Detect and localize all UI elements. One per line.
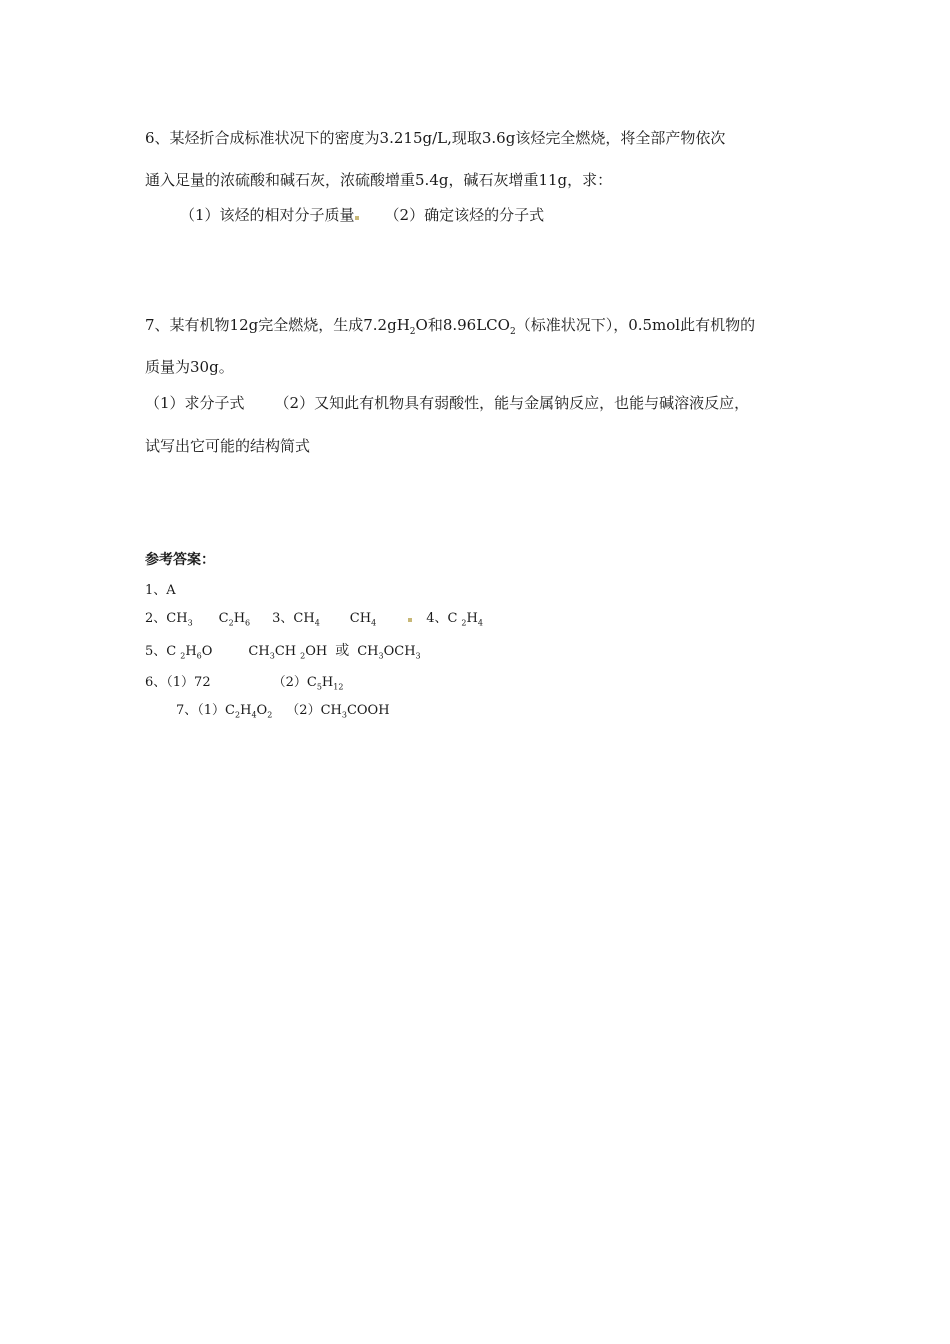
answer-6-h: H (321, 675, 334, 690)
q6-part2: （2）确定该烃的分子式 (384, 206, 545, 224)
answer-6 (145, 674, 343, 697)
subscript: 12 (333, 682, 344, 692)
q7-line1-a: 7、某有机物12g完全燃烧，生成7.2gH (145, 316, 410, 334)
answer-5-ether: CH (357, 644, 379, 659)
answer-3-second: CH (349, 611, 372, 626)
q6-line1: 6、某烃折合成标准状况下的密度为3.215g/L,现取3.6g该烃完全燃烧，将全部产物依次 (145, 129, 726, 147)
subscript: 2 (228, 618, 234, 628)
q7-line1 (145, 315, 755, 342)
answer-7-h: H (240, 703, 252, 718)
answer-5-ethanol-2: CH (274, 644, 297, 659)
answer-6-part1: 6、（1）72 (145, 675, 211, 690)
answer-1: 1、A (145, 583, 176, 598)
answer-7-part2: （2）CH (286, 703, 342, 718)
answer-7-part1: 7、（1）C (176, 703, 235, 718)
subscript: 2 (461, 618, 467, 628)
answer-2: 2、CH (145, 611, 188, 626)
answer-5 (145, 642, 421, 666)
q7-part1: （1）求分子式 (145, 394, 245, 412)
subscript: 2 (235, 710, 241, 720)
subscript: 2 (300, 651, 306, 661)
q7-parts (145, 393, 749, 413)
q7-line1-b: O和8.96LCO (415, 316, 510, 334)
subscript: 4 (371, 618, 377, 628)
answer-2-3-4 (145, 610, 483, 633)
subscript: 3 (415, 651, 421, 661)
q7-part2: （2）又知此有机物具有弱酸性，能与金属钠反应，也能与碱溶液反应， (274, 394, 750, 412)
q6-parts (180, 205, 544, 225)
q7-line2: 质量为30g。 (145, 358, 234, 376)
marker-dot-icon (355, 216, 359, 220)
answer-5-label: 5、C (145, 644, 177, 659)
subscript: 5 (316, 682, 322, 692)
subscript: 2 (409, 327, 416, 337)
answer-3: 3、CH (272, 611, 315, 626)
subscript: 2 (180, 651, 186, 661)
answer-4: 4、C (426, 611, 458, 626)
subscript: 3 (269, 651, 275, 661)
q7-line4: 试写出它可能的结构简式 (145, 437, 311, 455)
answer-5-ether-2: OCH (383, 644, 416, 659)
subscript: 2 (509, 327, 516, 337)
answer-7-o: O (256, 703, 268, 718)
answer-2-formula: C (218, 611, 229, 626)
answer-5-ethanol-3: OH (305, 644, 328, 659)
subscript: 3 (187, 618, 193, 628)
q6-part1: （1）该烃的相对分子质量 (180, 206, 355, 224)
subscript: 4 (314, 618, 320, 628)
answer-7 (176, 702, 390, 725)
q6-line2: 通入足量的浓硫酸和碱石灰，浓硫酸增重5.4g，碱石灰增重11g，求： (145, 171, 613, 189)
subscript: 3 (341, 710, 347, 720)
answers-heading: 参考答案： (145, 552, 215, 568)
subscript: 6 (245, 618, 251, 628)
answer-5-o: O (201, 644, 213, 659)
q7-line1-c: （标准状况下），0.5mol此有机物的 (515, 316, 756, 334)
answer-7-tail: COOH (346, 703, 390, 718)
answer-5-h: H (185, 644, 197, 659)
answer-5-or: 或 (335, 643, 350, 659)
subscript: 3 (378, 651, 384, 661)
answer-6-part2: （2）C (272, 675, 317, 690)
subscript: 4 (251, 710, 257, 720)
subscript: 2 (267, 710, 273, 720)
answer-4-h: H (466, 611, 478, 626)
subscript: 4 (477, 618, 483, 628)
answer-5-ethanol: CH (248, 644, 270, 659)
answer-2-formula-h: H (233, 611, 246, 626)
marker-dot-icon (408, 618, 412, 622)
subscript: 6 (196, 651, 202, 661)
